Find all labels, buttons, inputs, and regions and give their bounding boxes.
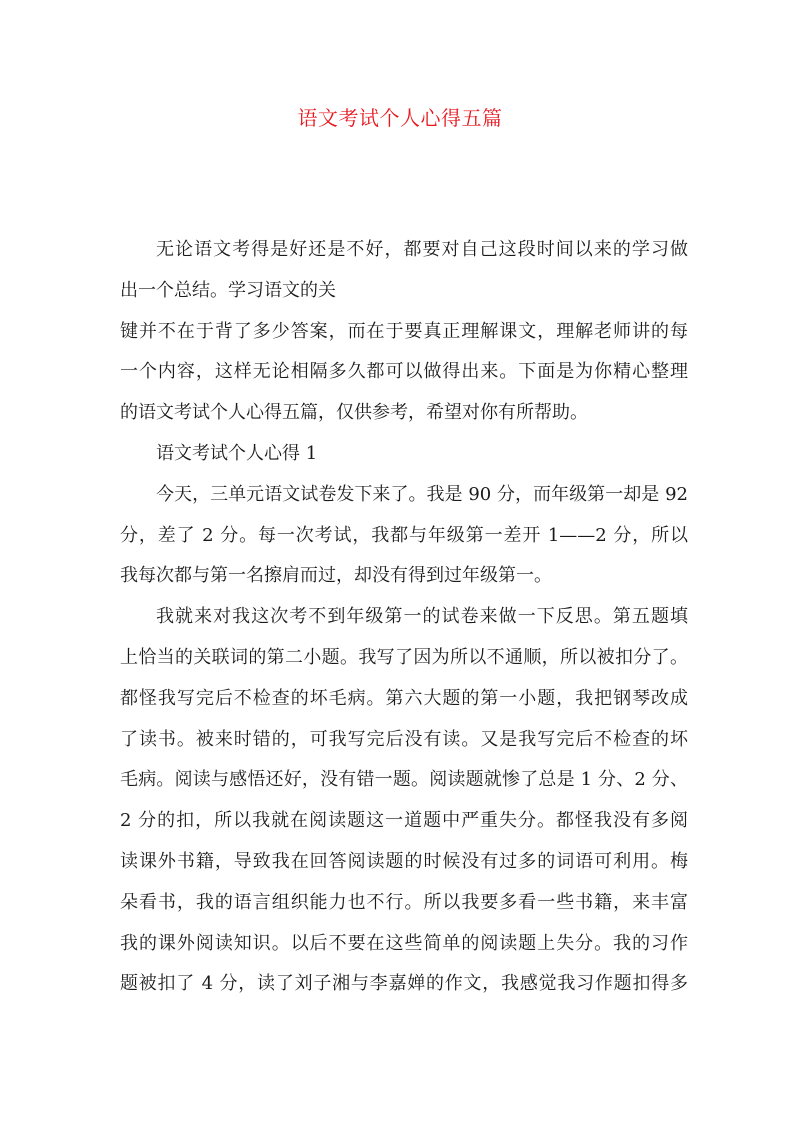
text-line: 题被扣了 4 分，读了刘子湘与李嘉婵的作文，我感觉我习作题扣得多 bbox=[120, 973, 688, 995]
section-heading: 语文考试个人心得 1 bbox=[156, 442, 318, 464]
text-line: 我每次都与第一名擦肩而过，却没有得到过年级第一。 bbox=[120, 565, 552, 587]
text-line: 了读书。被来时错的，可我写完后没有读。又是我写完后不检查的坏 bbox=[120, 728, 688, 750]
text-line: 分，差了 2 分。每一次考试，我都与年级第一差开 1——2 分，所以 bbox=[120, 524, 688, 546]
text-line: 今天，三单元语文试卷发下来了。我是 90 分，而年级第一却是 92 bbox=[156, 483, 688, 505]
text-line: 上恰当的关联词的第二小题。我写了因为所以不通顺，所以被扣分了。 bbox=[120, 646, 688, 668]
text-line: 朵看书，我的语言组织能力也不行。所以我要多看一些书籍，来丰富 bbox=[120, 891, 688, 913]
text-line: 毛病。阅读与感悟还好，没有错一题。阅读题就惨了总是 1 分、2 分、 bbox=[120, 769, 688, 791]
text-line: 出一个总结。学习语文的关 bbox=[120, 279, 336, 301]
document-body bbox=[120, 230, 688, 1005]
text-line: 键并不在于背了多少答案，而在于要真正理解课文，理解老师讲的每 bbox=[120, 320, 688, 342]
text-line: 无论语文考得是好还是不好，都要对自己这段时间以来的学习做 bbox=[156, 239, 688, 260]
text-line: 我就来对我这次考不到年级第一的试卷来做一下反思。第五题填 bbox=[156, 606, 688, 628]
text-line: 都怪我写完后不检查的坏毛病。第六大题的第一小题，我把钢琴改成 bbox=[120, 687, 688, 709]
text-line: 一个内容，这样无论相隔多久都可以做得出来。下面是为你精心整理 bbox=[120, 361, 688, 383]
text-line: 读课外书籍，导致我在回答阅读题的时候没有过多的词语可利用。梅 bbox=[120, 850, 688, 872]
text-line: 我的课外阅读知识。以后不要在这些简单的阅读题上失分。我的习作 bbox=[120, 932, 688, 954]
text-line: 的语文考试个人心得五篇，仅供参考，希望对你有所帮助。 bbox=[120, 402, 588, 424]
document-title: 语文考试个人心得五篇 bbox=[297, 106, 503, 130]
text-line: 2 分的扣，所以我就在阅读题这一道题中严重失分。都怪我没有多阅 bbox=[120, 810, 688, 832]
